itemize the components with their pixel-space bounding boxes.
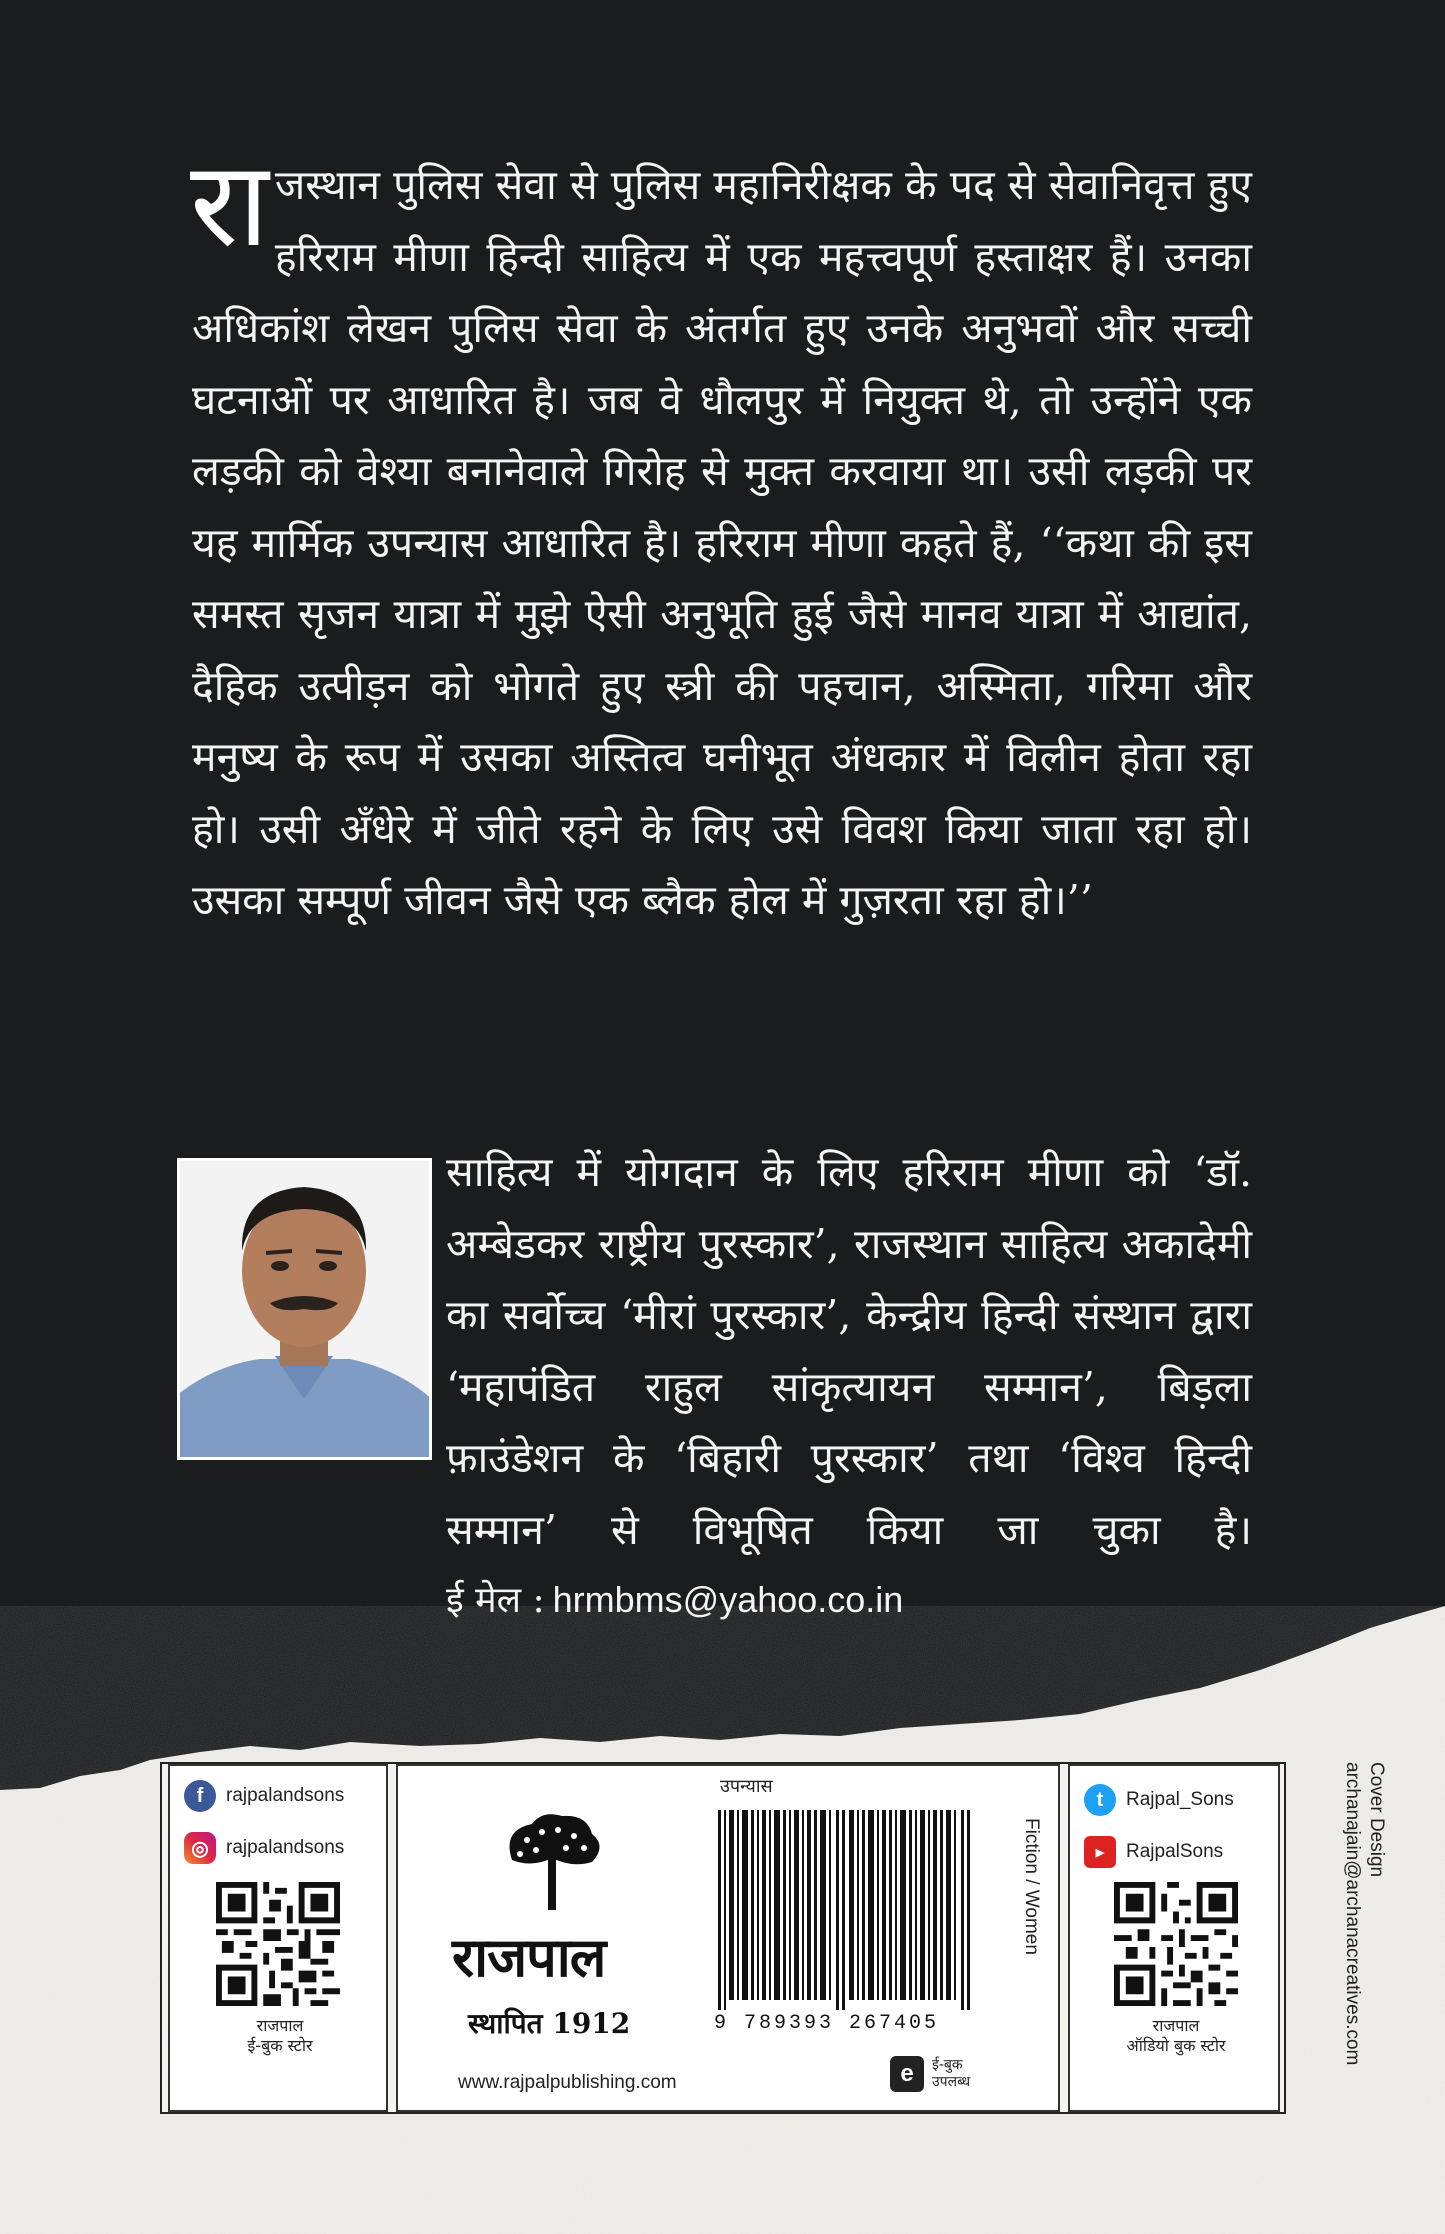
twitter-icon: t xyxy=(1084,1784,1116,1816)
instagram-label: rajpalandsons xyxy=(226,1837,345,1858)
left-social-panel xyxy=(168,1764,388,2112)
publisher-panel xyxy=(396,1764,1060,2112)
instagram-handle[interactable] xyxy=(184,1832,344,1864)
youtube-handle[interactable] xyxy=(1084,1836,1223,1868)
facebook-label: rajpalandsons xyxy=(226,1785,345,1806)
cover-design-label: Cover Design xyxy=(1366,1762,1387,1878)
isbn-barcode xyxy=(714,1810,976,2010)
audiobook-caption-line-2: ऑडियो बुक स्टोर xyxy=(1126,2036,1226,2055)
blurb-text: जस्थान पुलिस सेवा से पुलिस महानिरीक्षक के पद से सेवानिवृत्त हुए हरिराम मीणा हिन्दी साहित्य में एक महत्त्वपूर्ण हस्ताक्षर हैं। उनका अधिकांश लेखन पुलिस सेवा के अंतर्गत हुए उनके अनुभवों और सच्ची घटनाओं पर आधारित है। जब वे धौलपुर में नियुक्त थे, तो उन्होंने एक लड़की को वेश्या बनानेवाले गिरोह से मुक्त करवाया था। उसी लड़की पर यह मार्मिक उपन्यास आधारित है। हरिराम मीणा कहते हैं, ‘‘कथा की इस समस्त सृजन यात्रा में मुझे ऐसी अनुभूति हुई जैसे मानव यात्रा में आद्यांत, दैहिक उत्पीड़न को भोगते हुए स्त्री की पहचान, अस्मिता, गरिमा और मनुष्य के रूप में उसका अस्तित्व घनीभूत अंधकार में विलीन होता रहा हो। उसी अँधेरे में जीते रहने के लिए उसे विवश किया जाता रहा हो। उसका सम्पूर्ण जीवन जैसे एक ब्लैक होल में गुज़रता रहा हो।’’ xyxy=(192,161,1252,924)
publisher-strip xyxy=(160,1762,1286,2114)
author-photo xyxy=(177,1158,432,1460)
tree-logo-icon xyxy=(492,1810,612,1910)
author-portrait-image xyxy=(180,1161,429,1457)
audiobook-store-qr-code[interactable] xyxy=(1114,1882,1238,2006)
ebook-store-caption xyxy=(180,2016,380,2056)
cover-design-email[interactable]: archanajain@archanacreatives.com xyxy=(1342,1762,1363,2066)
right-social-panel xyxy=(1068,1764,1280,2112)
facebook-icon: f xyxy=(184,1780,216,1812)
facebook-handle[interactable] xyxy=(184,1780,344,1812)
ebook-store-caption-line-1: राजपाल xyxy=(256,2016,304,2035)
author-email-line xyxy=(446,1574,903,1623)
instagram-icon: ◎ xyxy=(184,1832,216,1864)
audiobook-store-caption xyxy=(1076,2016,1276,2056)
cover-design-credit xyxy=(1340,1762,1388,2065)
ebook-available-badge xyxy=(890,2056,970,2092)
ebook-label-line-1: ई-बुक xyxy=(932,2057,963,2073)
isbn-number: 9 789393 267405 xyxy=(714,2012,940,2035)
barcode-section xyxy=(714,1766,976,2114)
publisher-name: राजपाल xyxy=(452,1926,606,1989)
email-label: ई मेल : xyxy=(446,1580,545,1621)
youtube-label: RajpalSons xyxy=(1126,1841,1224,1862)
publisher-established: स्थापित 1912 xyxy=(468,2007,631,2040)
drop-cap: रा xyxy=(190,135,269,273)
publisher-website[interactable]: www.rajpalpublishing.com xyxy=(458,2072,677,2093)
twitter-label: Rajpal_Sons xyxy=(1126,1789,1234,1810)
book-category: Fiction / Women xyxy=(1021,1818,1042,1955)
author-bio: साहित्य में योगदान के लिए हरिराम मीणा को ‘डॉ. अम्बेडकर राष्ट्रीय पुरस्कार’, राजस्थान साहित्य अकादेमी का सर्वोच्च ‘मीरां पुरस्कार’, केन्द्रीय हिन्दी संस्थान द्वारा ‘महापंडित राहुल सांकृत्यायन सम्मान’, बिड़ला फ़ाउंडेशन के ‘बिहारी पुरस्कार’ तथा ‘विश्व हिन्दी सम्मान’ से विभूषित किया जा चुका है। xyxy=(446,1148,1252,1554)
ebook-icon: e xyxy=(890,2056,924,2092)
ebook-store-qr-code[interactable] xyxy=(216,1882,340,2006)
twitter-handle[interactable] xyxy=(1084,1784,1234,1816)
youtube-icon: ▶ xyxy=(1084,1836,1116,1868)
genre-label: उपन्यास xyxy=(720,1776,773,1797)
blurb-paragraph xyxy=(190,135,1252,937)
author-email[interactable]: hrmbms@yahoo.co.in xyxy=(552,1579,904,1620)
ebook-label-line-2: उपलब्ध xyxy=(932,2074,971,2090)
audiobook-caption-line-1: राजपाल xyxy=(1152,2016,1200,2035)
ebook-store-caption-line-2: ई-बुक स्टोर xyxy=(247,2036,313,2055)
